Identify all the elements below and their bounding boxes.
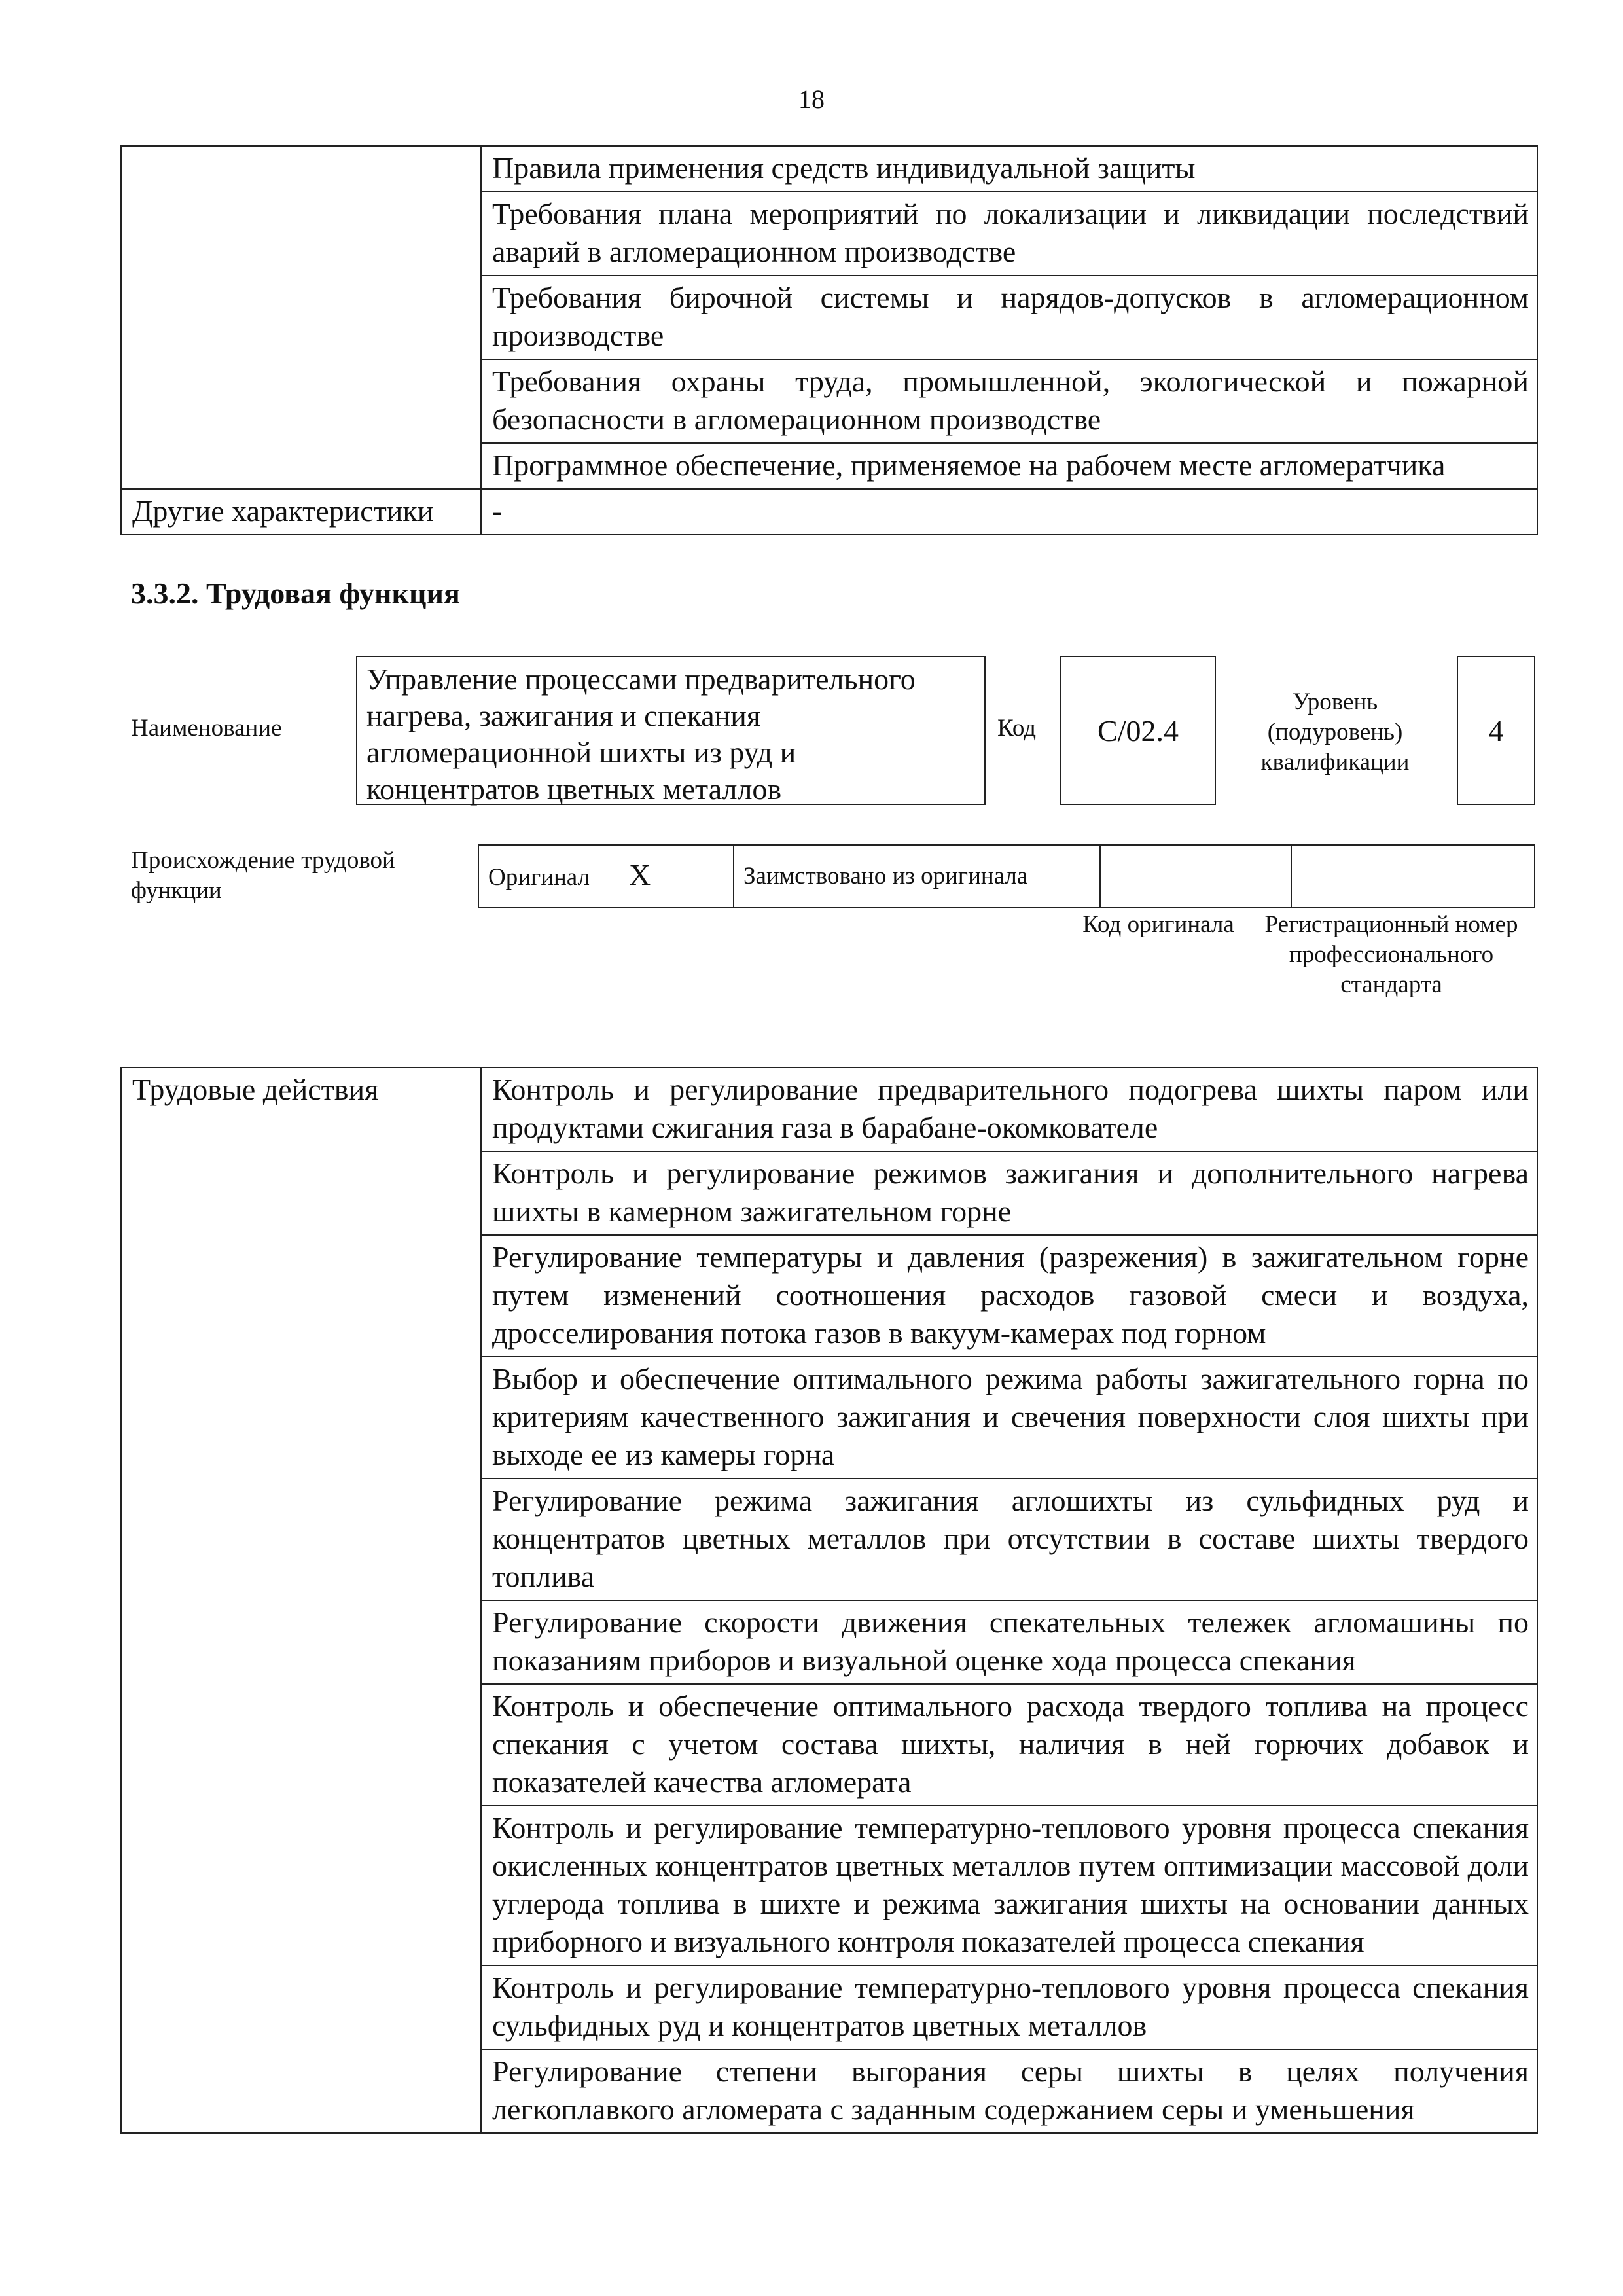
knowledge-label-cell xyxy=(121,146,481,489)
section-heading: 3.3.2. Трудовая функция xyxy=(131,577,460,610)
table-row: Регулирование степени выгорания серы шихты в целях получения легкоплавкого агломерата с заданным содержанием серы и уменьшения xyxy=(481,2049,1537,2133)
actions-label: Трудовые действия xyxy=(121,1067,481,2133)
table-row: Регулирование температуры и давления (разрежения) в зажигательном горне путем изменений соотношения расходов газовой смеси и воздуха, дросселирования потока газов в вакуум-камерах под горном xyxy=(481,1235,1537,1357)
original-label: Оригинал xyxy=(488,864,590,891)
table-row: Требования бирочной системы и нарядов-допусков в агломерационном производстве xyxy=(481,276,1537,359)
other-characteristics-label: Другие характеристики xyxy=(121,489,481,535)
reg-number-caption: Регистрационный номер профессионального стандарта xyxy=(1264,911,1518,998)
level-label: Уровень (подуровень) квалификации xyxy=(1260,689,1410,776)
table-row: Выбор и обеспечение оптимального режима работы зажигательного горна по критериям качественного зажигания и свечения поверхности слоя шихты при выходе ее из камеры горна xyxy=(481,1357,1537,1479)
table-row: Программное обеспечение, применяемое на рабочем месте агломератчика xyxy=(481,443,1537,489)
code-label: Код xyxy=(997,715,1037,742)
table-row: Контроль и регулирование режимов зажигания и дополнительного нагрева шихты в камерном зажигательном горне xyxy=(481,1151,1537,1235)
function-name-box: Управление процессами предварительного нагрева, зажигания и спекания агломерационной шихты из руд и концентратов цветных металлов xyxy=(356,656,986,805)
table-row: Регулирование режима зажигания аглошихты из сульфидных руд и концентратов цветных металлов при отсутствии в составе шихты твердого топлива xyxy=(481,1479,1537,1600)
code-original-cell xyxy=(1100,845,1291,908)
origin-table xyxy=(478,844,1535,908)
origin-label: Происхождение трудовой функции xyxy=(131,847,395,904)
original-cell xyxy=(478,845,734,908)
original-mark: X xyxy=(629,858,651,891)
reg-number-cell xyxy=(1291,845,1535,908)
knowledge-table xyxy=(120,145,1538,535)
table-row: Требования плана мероприятий по локализации и ликвидации последствий аварий в агломерационном производстве xyxy=(481,192,1537,276)
other-characteristics-value: - xyxy=(481,489,1537,535)
table-row: Контроль и регулирование температурно-теплового уровня процесса спекания сульфидных руд и концентратов цветных металлов xyxy=(481,1965,1537,2049)
borrowed-cell: Заимствовано из оригинала xyxy=(734,845,1100,908)
table-row: Регулирование скорости движения спекательных тележек агломашины по показаниям приборов и визуальной оценке хода процесса спекания xyxy=(481,1600,1537,1684)
level-value-box: 4 xyxy=(1457,656,1535,805)
table-row: Правила применения средств индивидуальной защиты xyxy=(481,146,1537,192)
code-original-caption: Код оригинала xyxy=(1082,911,1234,938)
table-row: Контроль и регулирование предварительного подогрева шихты паром или продуктами сжигания газа в барабане-окомкователе xyxy=(481,1067,1537,1151)
code-value-box: C/02.4 xyxy=(1060,656,1216,805)
name-label: Наименование xyxy=(131,715,282,742)
table-row: Требования охраны труда, промышленной, экологической и пожарной безопасности в агломерационном производстве xyxy=(481,359,1537,443)
table-row: Контроль и обеспечение оптимального расхода твердого топлива на процесс спекания с учетом состава шихты, наличия в ней горючих добавок и показателей качества агломерата xyxy=(481,1684,1537,1806)
actions-table xyxy=(120,1067,1538,2134)
table-row: Контроль и регулирование температурно-теплового уровня процесса спекания окисленных концентратов цветных металлов путем оптимизации массовой доли углерода топлива в шихте и режима зажигания шихты на основании данных приборного и визуального контроля показателей процесса спекания xyxy=(481,1806,1537,1965)
page-number: 18 xyxy=(798,84,825,114)
